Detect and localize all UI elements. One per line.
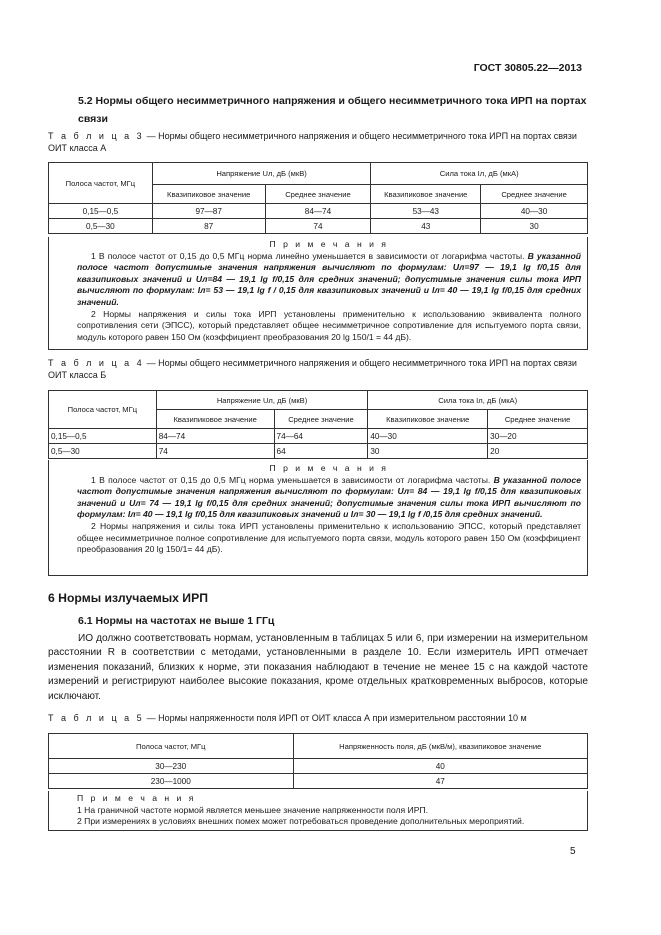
table4-note-1-formulas: В указанной полосе частот допустимые значения напряжения вычисляют по формулам: Uл= 84 — 19,1 lg f/0,15 для квазипиковых значений и Uл= 74 — 19,1 lg f/0,15 для средних значений; допустимые значения силы тока ИРП вычисляют по формулам: Iл= 40 — 19,1 lg f/0,15 для квазипиковых значений и Iл= 30 — 19,1 lg f /0,15 для средних значений.	[77, 474, 581, 520]
table-cell: 43	[371, 219, 481, 234]
table-cell: 40—30	[368, 429, 488, 444]
table-cell: 0,5—30	[49, 219, 153, 234]
table5-note-1: 1 На граничной частоте нормой является меньшее значение напряженности поля ИРП.	[77, 804, 429, 815]
table3-sub-avg-current: Среднее значение	[481, 185, 588, 204]
table5-caption-text: — Нормы напряженности поля ИРП от ОИТ класса А при измерительном расстоянии 10 м	[144, 713, 527, 723]
table3-notes-title: П р и м е ч а н и я	[269, 239, 389, 249]
table3	[48, 162, 588, 234]
table3-caption	[48, 130, 588, 154]
table5-col-freq: Полоса частот, МГц	[49, 734, 294, 759]
table4-caption-label: Т а б л и ц а 4	[48, 358, 145, 368]
section-6-1-heading: 6.1 Нормы на частотах не выше 1 ГГц	[78, 615, 275, 627]
table-cell: 0,5—30	[49, 444, 157, 459]
table3-note-2: 2 Нормы напряжения и силы тока ИРП установлены применительно к использованию эквивалента полного сопротивления сети (ЭПСС), который представляет общее несимметричное сопротивление для испытуемого порта связи, модуль которого равен 150 Ом (коэффициент преобразования 20 lg 150/1 = 44 дБ).	[77, 308, 581, 342]
table4-notes	[48, 460, 588, 576]
table-cell: 87	[152, 219, 265, 234]
table4-group-voltage: Напряжение Uл, дБ (мкВ)	[156, 391, 368, 410]
table4-note-1-text: 1 В полосе частот от 0,15 до 0,5 МГц норма уменьшается в зависимости от логарифма частоты.	[91, 474, 491, 485]
table-cell: 0,15—0,5	[49, 429, 157, 444]
table3-notes	[48, 237, 588, 350]
table-cell: 97—87	[152, 204, 265, 219]
table5	[48, 733, 588, 789]
table-cell: 84—74	[265, 204, 371, 219]
table4-sub-qp-current: Квазипиковое значение	[368, 410, 488, 429]
section-6-heading: 6 Нормы излучаемых ИРП	[48, 591, 208, 605]
table5-col-value: Напряженность поля, дБ (мкВ/м), квазипиковое значение	[293, 734, 587, 759]
table3-sub-qp-current: Квазипиковое значение	[371, 185, 481, 204]
table4-group-current: Сила тока Iл, дБ (мкА)	[368, 391, 588, 410]
table-cell: 30—230	[49, 759, 294, 774]
table4-sub-avg-current: Среднее значение	[488, 410, 588, 429]
table-cell: 40	[293, 759, 587, 774]
table-cell: 30	[368, 444, 488, 459]
table3-sub-qp-voltage: Квазипиковое значение	[152, 185, 265, 204]
table4-note-2: 2 Нормы напряжения и силы тока ИРП установлены применительно к использованию ЭПСС, который представляет общее несимметричное полное сопротивление для испытуемого порта связи, модуль которого равен 150 Ом (коэффициент преобразования 20 lg 150/1= 44 дБ).	[77, 520, 581, 555]
table-cell: 0,15—0,5	[49, 204, 153, 219]
table-row	[49, 204, 588, 219]
table3-note-1-text: 1 В полосе частот от 0,15 до 0,5 МГц норма линейно уменьшается в зависимости от логарифма частоты.	[91, 250, 525, 261]
table5-notes	[48, 791, 588, 831]
page-number: 5	[570, 846, 576, 857]
table-cell: 74	[156, 444, 274, 459]
table-cell: 20	[488, 444, 588, 459]
table-cell: 84—74	[156, 429, 274, 444]
table4-notes-title: П р и м е ч а н и я	[269, 463, 389, 473]
table-cell: 53—43	[371, 204, 481, 219]
table3-caption-text: — Нормы общего несимметричного напряжения и общего несимметричного тока ИРП на портах связи ОИТ класса А	[48, 131, 577, 153]
table4-note-1	[77, 475, 581, 521]
table4	[48, 390, 588, 459]
table-cell: 30—20	[488, 429, 588, 444]
table-cell: 74—64	[274, 429, 368, 444]
table3-sub-avg-voltage: Среднее значение	[265, 185, 371, 204]
table5-note-2: 2 При измерениях в условиях внешних помех может потребоваться проведение дополнительных мероприятий.	[77, 816, 525, 827]
table-row	[49, 774, 588, 789]
section-5-2-heading: 5.2 Нормы общего несимметричного напряжения и общего несимметричного тока ИРП на портах связи	[78, 95, 587, 125]
table-cell: 74	[265, 219, 371, 234]
table3-group-voltage: Напряжение Uл, дБ (мкВ)	[152, 163, 371, 185]
table-row	[49, 219, 588, 234]
table4-sub-avg-voltage: Среднее значение	[274, 410, 368, 429]
standard-number: ГОСТ 30805.22—2013	[473, 62, 582, 74]
table3-caption-label: Т а б л и ц а 3	[48, 131, 145, 141]
table4-caption-text: — Нормы общего несимметричного напряжения и общего несимметричного тока ИРП на портах связи ОИТ класса Б	[48, 358, 577, 380]
table4-caption	[48, 357, 588, 381]
table-row	[49, 759, 588, 774]
table-row	[49, 429, 588, 444]
table5-notes-title: П р и м е ч а н и я	[77, 793, 196, 803]
table4-sub-qp-voltage: Квазипиковое значение	[156, 410, 274, 429]
table-cell: 64	[274, 444, 368, 459]
section-6-1-paragraph: ИО должно соответствовать нормам, установленным в таблицах 5 или 6, при измерении на измерительном расстоянии R в соответствии с методами, установленными в разделе 10. Если измеритель ИРП отмечает изменения показаний, близких к норме, эти показания наблюдают в течение не менее 15 с на каждой частоте измерений и регистрируют наиболее высокие показания, кроме отдельных кратковременных выбросов, которые исключают.	[48, 633, 588, 702]
table3-col-freq: Полоса частот, МГц	[49, 163, 153, 204]
table4-col-freq: Полоса частот, МГц	[49, 391, 157, 429]
table3-note-1	[77, 251, 581, 309]
table-cell: 40—30	[481, 204, 588, 219]
table-cell: 230—1000	[49, 774, 294, 789]
table3-group-current: Сила тока Iл, дБ (мкА)	[371, 163, 588, 185]
table-cell: 30	[481, 219, 588, 234]
table-cell: 47	[293, 774, 587, 789]
table3-note-1-formulas: В указанной полосе частот допустимые значения напряжения вычисляют по формулам: Uл=97 — 19,1 lg f/0,15 для квазипиковых значений и Uл=84 — 19,1 lg f/0,15 для средних значений; допустимые значения силы тока ИРП вычисляют по формулам: Iл= 53 — 19,1 lg f / 0,15 для квазипиковых значений и Iл= 40 — 19,1 lg f/0,15 для средних значений.	[77, 250, 581, 307]
table5-caption	[48, 712, 588, 724]
table-row	[49, 444, 588, 459]
table5-caption-label: Т а б л и ц а 5	[48, 713, 145, 723]
